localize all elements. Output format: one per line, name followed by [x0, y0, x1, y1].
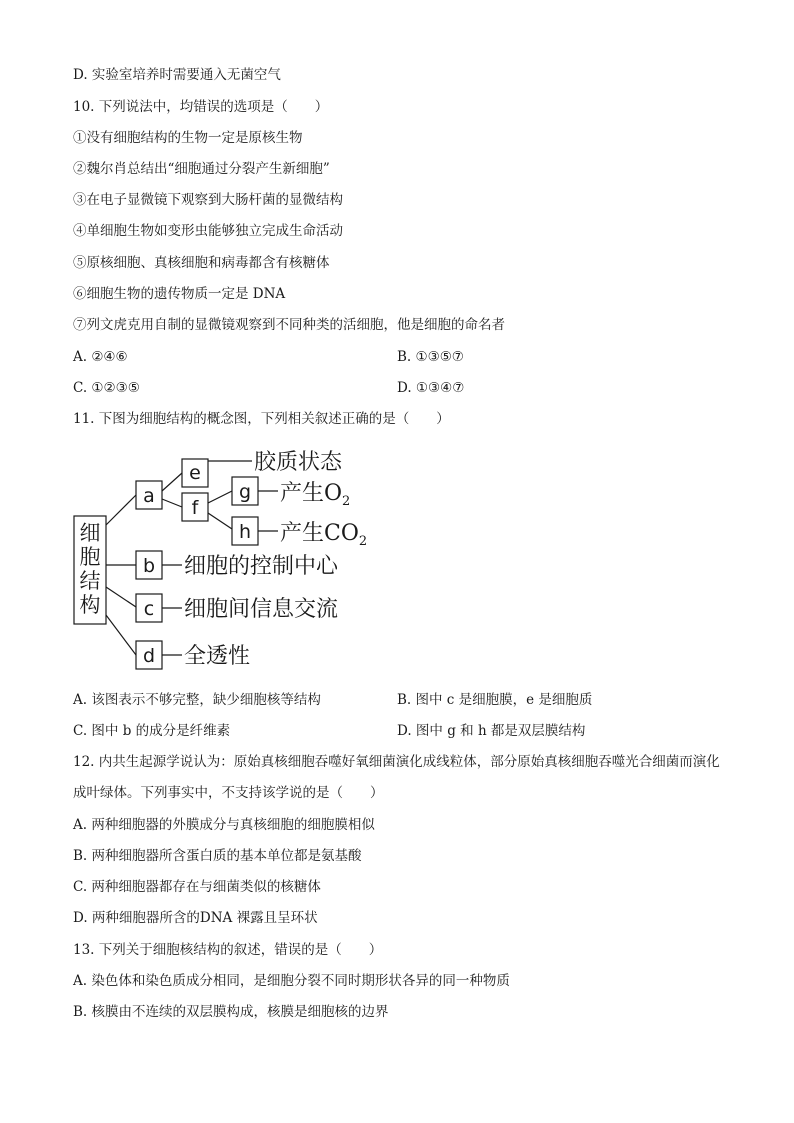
root-char-3: 结 — [79, 569, 101, 593]
q13-stem: 13. 下列关于细胞核结构的叙述，错误的是（ ） — [73, 942, 383, 958]
q12-option-c: C. 两种细胞器都存在与细菌类似的核糖体 — [73, 879, 321, 895]
connector-root-d — [106, 615, 136, 655]
label-c: 细胞间信息交流 — [184, 597, 339, 622]
q10-option-a: A. ②④⑥ — [73, 349, 128, 365]
label-e: 胶质状态 — [254, 450, 343, 475]
box-h-letter: h — [238, 521, 252, 543]
q13-option-b: B. 核膜由不连续的双层膜构成，核膜是细胞核的边界 — [73, 1004, 389, 1020]
q10-option-b: B. ①③⑤⑦ — [397, 349, 464, 365]
box-b-letter: b — [142, 555, 156, 577]
q11-stem: 11. 下图为细胞结构的概念图，下列相关叙述正确的是（ ） — [73, 411, 450, 427]
connector-root-c — [106, 587, 136, 607]
q12-stem: 12. 内共生起源学说认为：原始真核细胞吞噬好氧细菌演化成线粒体，部分原始真核细胞吞噬光合细菌而演化成叶绿体。下列事实中，不支持该学说的是（ ） — [73, 754, 720, 801]
connector-f-h — [208, 513, 232, 529]
q10-option-d: D. ①③④⑦ — [397, 380, 465, 396]
box-c-letter: c — [143, 598, 155, 620]
connector-root-a — [106, 495, 136, 525]
label-h: 产生$CO_2$ — [280, 521, 368, 549]
q10-statement-5: ⑤原核细胞、真核细胞和病毒都含有核糖体 — [73, 255, 330, 271]
connector-a-e — [162, 473, 182, 491]
q10-statement-7: ⑦列文虎克用自制的显微镜观察到不同种类的活细胞，他是细胞的命名者 — [73, 317, 505, 333]
q10-statement-1: ①没有细胞结构的生物一定是原核生物 — [73, 130, 303, 146]
box-d-letter: d — [142, 645, 156, 667]
q10-statement-2: ②魏尔肖总结出“细胞通过分裂产生新细胞” — [73, 161, 330, 177]
box-f-letter: f — [191, 497, 199, 519]
q9-option-d: D. 实验室培养时需要通入无菌空气 — [73, 67, 281, 83]
connector-a-f — [162, 499, 182, 507]
q11-option-c: C. 图中 b 的成分是纤维素 — [73, 723, 231, 739]
box-g-letter: g — [238, 481, 252, 503]
root-char-4: 构 — [79, 593, 101, 617]
root-char-1: 细 — [79, 521, 101, 545]
q12-option-a: A. 两种细胞器的外膜成分与真核细胞的细胞膜相似 — [73, 817, 375, 833]
q10-statement-6: ⑥细胞生物的遗传物质一定是 DNA — [73, 286, 286, 302]
box-e-letter: e — [189, 462, 201, 484]
q10-option-c: C. ①②③⑤ — [73, 380, 140, 396]
q10-statement-4: ④单细胞生物如变形虫能够独立完成生命活动 — [73, 223, 343, 239]
cell-structure-concept-map — [70, 447, 390, 673]
label-g: 产生$O_2$ — [280, 481, 351, 509]
root-char-2: 胞 — [79, 545, 101, 569]
q10-statement-3: ③在电子显微镜下观察到大肠杆菌的显微结构 — [73, 192, 343, 208]
q12-option-b: B. 两种细胞器所含蛋白质的基本单位都是氨基酸 — [73, 848, 362, 864]
q12-option-d: D. 两种细胞器所含的DNA 裸露且呈环状 — [73, 910, 318, 926]
q11-option-b: B. 图中 c 是细胞膜，e 是细胞质 — [397, 692, 593, 708]
q13-option-a: A. 染色体和染色质成分相同，是细胞分裂不同时期形状各异的同一种物质 — [73, 973, 510, 989]
box-a-letter: a — [143, 485, 155, 507]
label-d: 全透性 — [184, 644, 251, 669]
q10-stem: 10. 下列说法中，均错误的选项是（ ） — [73, 99, 329, 115]
connector-f-g — [208, 491, 232, 503]
q11-option-a: A. 该图表示不够完整，缺少细胞核等结构 — [73, 692, 321, 708]
label-b: 细胞的控制中心 — [184, 554, 339, 579]
q11-option-d: D. 图中 g 和 h 都是双层膜结构 — [397, 723, 586, 739]
